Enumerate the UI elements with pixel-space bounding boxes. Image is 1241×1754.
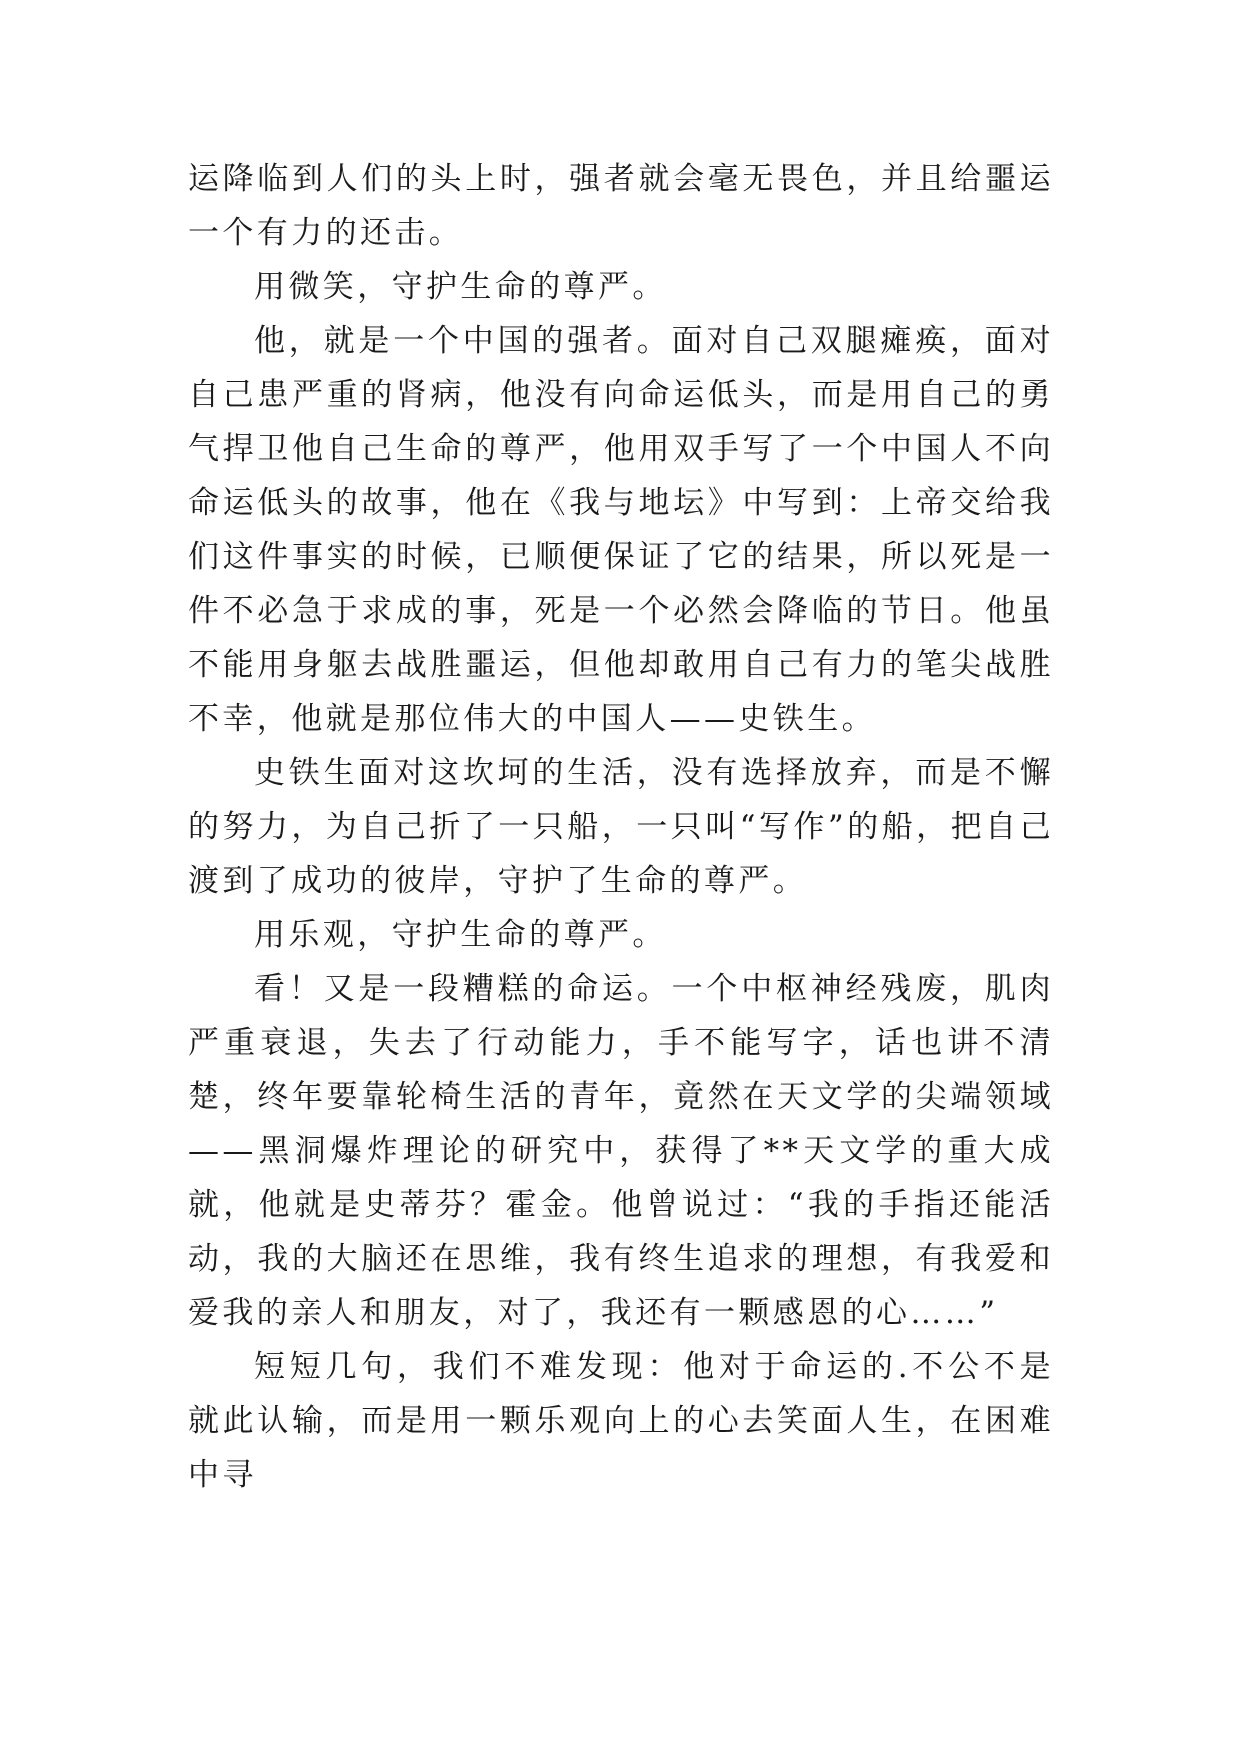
paragraph: 他，就是一个中国的强者。面对自己双腿瘫痪，面对自己患严重的肾病，他没有向命运低头，而是用自己的勇气捍卫他自己生命的尊严，他用双手写了一个中国人不向命运低头的故事，他在《我与地坛》中写到：上帝交给我们这件事实的时候，已顺便保证了它的结果，所以死是一件不必急于求成的事，死是一个必然会降临的节日。他虽不能用身躯去战胜噩运，但他却敢用自己有力的笔尖战胜不幸，他就是那位伟大的中国人——史铁生。: [188, 323, 1054, 737]
paragraph: 史铁生面对这坎坷的生活，没有选择放弃，而是不懈的努力，为自己折了一只船，一只叫“写作”的船，把自己渡到了成功的彼岸，守护了生命的尊严。: [188, 755, 1054, 899]
paragraph: 看！又是一段糟糕的命运。一个中枢神经残废，肌肉严重衰退，失去了行动能力，手不能写字，话也讲不清楚，终年要靠轮椅生活的青年，竟然在天文学的尖端领域——黑洞爆炸理论的研究中，获得了**天文学的重大成就，他就是史蒂芬？霍金。他曾说过：“我的手指还能活动，我的大脑还在思维，我有终生追求的理想，有我爱和爱我的亲人和朋友，对了，我还有一颗感恩的心……”: [188, 971, 1054, 1331]
document-body: [188, 152, 1054, 1502]
paragraph: 运降临到人们的头上时，强者就会毫无畏色，并且给噩运一个有力的还击。: [188, 161, 1054, 251]
paragraph-heading: 用微笑，守护生命的尊严。: [254, 269, 667, 305]
paragraph-heading: 用乐观，守护生命的尊严。: [254, 917, 667, 953]
paragraph: 短短几句，我们不难发现：他对于命运的.不公不是就此认输，而是用一颗乐观向上的心去笑面人生，在困难中寻: [188, 1349, 1054, 1493]
